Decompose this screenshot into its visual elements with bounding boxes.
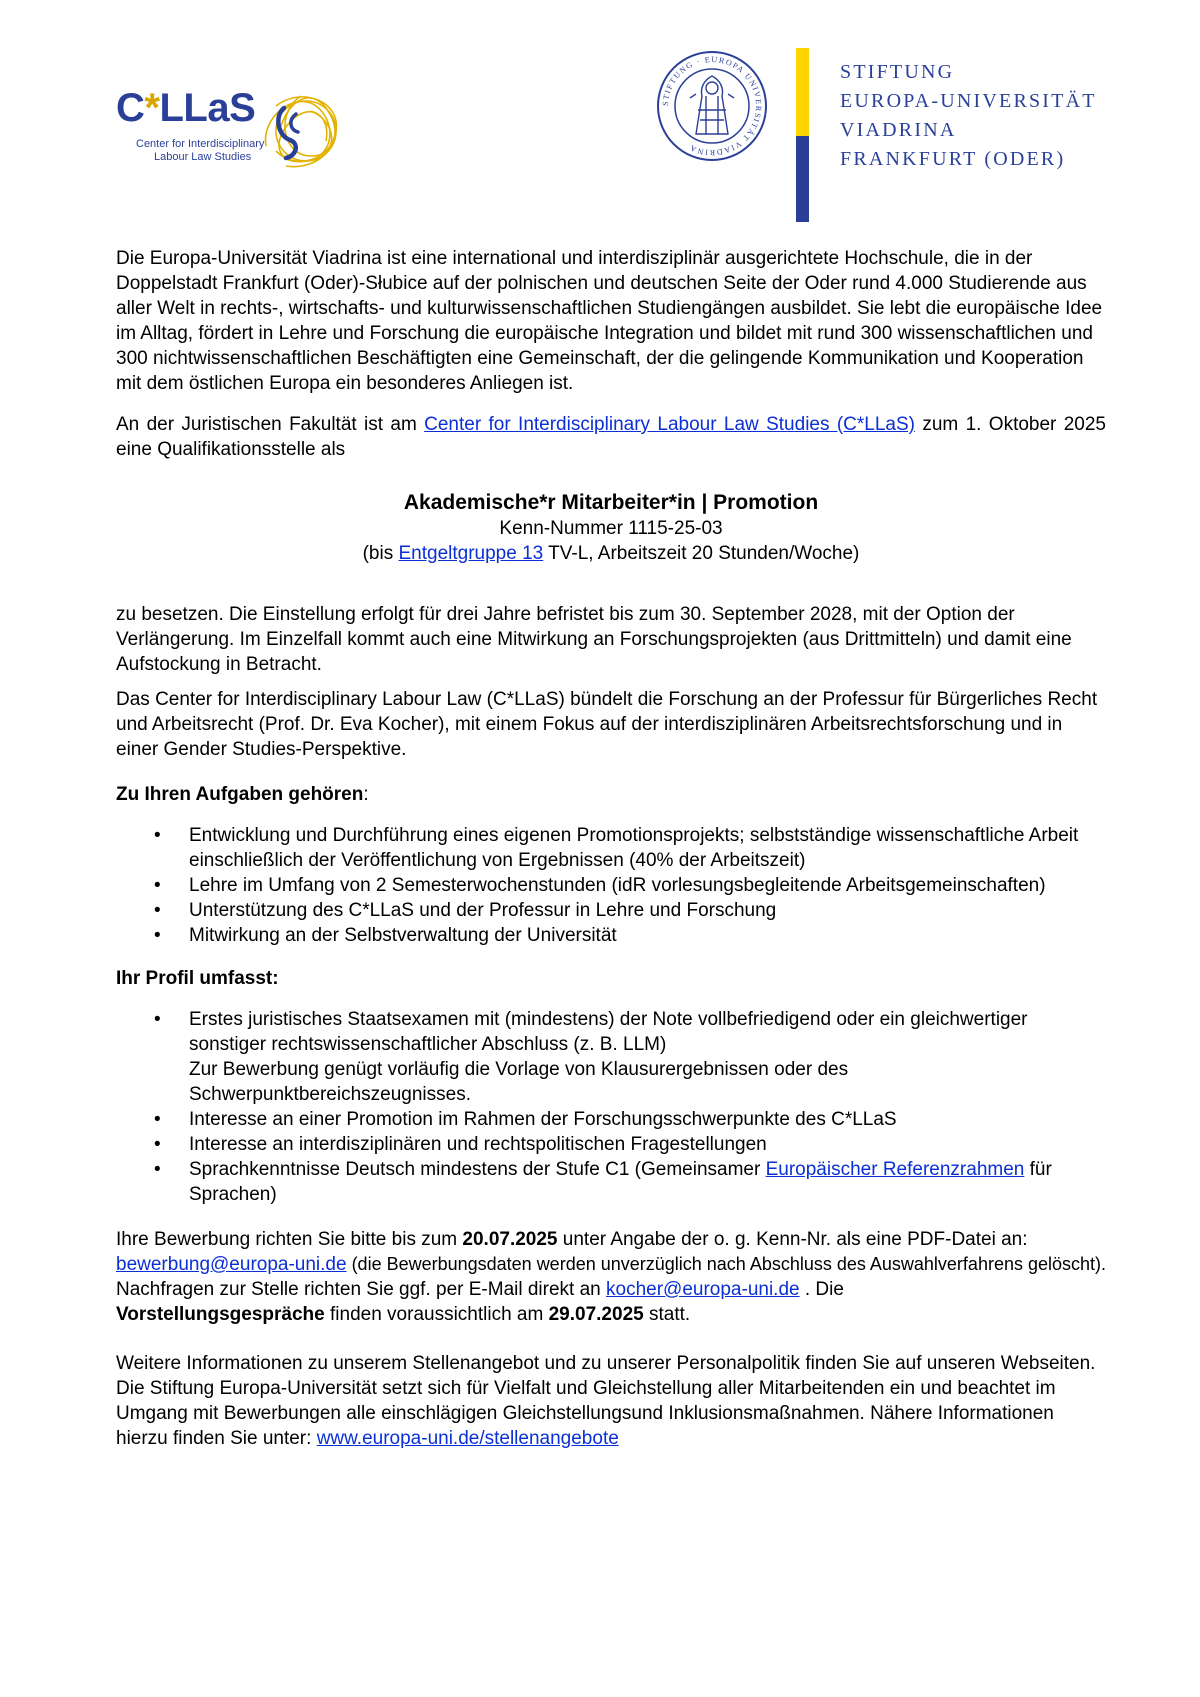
job-reference: Kenn-Nummer 1115-25-03	[499, 518, 723, 539]
cllas-logo-wordmark: C*LLaS	[116, 86, 256, 130]
cllas-link[interactable]: Center for Interdisciplinary Labour Law Studies (C*LLaS)	[424, 414, 915, 435]
bullet-icon: •	[154, 1009, 161, 1030]
university-name-line: STIFTUNG	[840, 61, 955, 83]
application-email-link[interactable]: bewerbung@europa-uni.de	[116, 1254, 347, 1275]
job-offers-link[interactable]: www.europa-uni.de/stellenangebote	[316, 1428, 619, 1449]
svg-text:STIFTUNG · EUROPA UNIVERSITÄT: STIFTUNG · EUROPA UNIVERSITÄT VIADRINA	[660, 54, 764, 158]
university-name-line: EUROPA-UNIVERSITÄT	[840, 90, 1097, 112]
terms-paragraph: zu besetzen. Die Einstellung erfolgt für drei Jahre befristet bis zum 30. September 2028, mit der Option der Verlängerung. Im Einzelfall kommt auch eine Mitwirkung an Forschungsprojekten (aus Drittmitteln) und damit eine Aufstockung in Betracht.	[116, 604, 1072, 675]
university-name-line: VIADRINA	[840, 119, 957, 141]
bullet-icon: •	[154, 925, 161, 946]
bullet-icon: •	[154, 825, 161, 846]
university-name-line: FRANKFURT (ODER)	[840, 148, 1066, 170]
reference-framework-link[interactable]: Europäischer Referenzrahmen	[765, 1159, 1025, 1180]
job-heading	[116, 490, 1106, 566]
interview-date: 29.07.2025	[548, 1304, 644, 1325]
list-item: • Mitwirkung an der Selbstverwaltung der Universität	[154, 925, 617, 946]
closing-paragraph: Weitere Informationen zu unserem Stellenangebot und zu unserer Personalpolitik finden Sie auf unseren Webseiten. Die Stiftung Europa-Universität setzt sich für Vielfalt und Gleichstellung aller Mitarbeitenden ein und beachtet im Umgang mit Bewerbungen alle einschlägigen Gleichstellungsund Inklusionsmaßnahmen. Nähere Informationen hierzu finden Sie unter: www.europa-uni.de/stellenangebote	[116, 1353, 1096, 1449]
center-paragraph: Das Center for Interdisciplinary Labour Law (C*LLaS) bündelt die Forschung an der Professur für Bürgerliches Recht und Arbeitsrecht (Prof. Dr. Eva Kocher), mit einem Fokus auf der interdisziplinären Arbeitsrechtsforschung und in einer Gender Studies-Perspektive.	[116, 689, 1098, 760]
deadline-date: 20.07.2025	[462, 1229, 558, 1250]
tasks-heading: Zu Ihren Aufgaben gehören:	[116, 784, 369, 805]
list-item: • Interesse an einer Promotion im Rahmen der Forschungsschwerpunkte des C*LLaS	[154, 1109, 897, 1130]
bullet-icon: •	[154, 1159, 161, 1180]
bullet-icon: •	[154, 1134, 161, 1155]
university-name	[840, 58, 1097, 174]
bullet-icon: •	[154, 1109, 161, 1130]
list-item: • Sprachkenntnisse Deutsch mindestens der Stufe C1 (Gemeinsamer Europäischer Referenzrahmen für Sprachen)	[154, 1159, 1052, 1205]
intro-paragraph: Die Europa-Universität Viadrina ist eine international und interdisziplinär ausgerichtete Hochschule, die in der Doppelstadt Frankfurt (Oder)-Słubice auf der polnischen und deutschen Seite der Oder rund 4.000 Studierende aus aller Welt in rechts-, wirtschafts- und kulturwissenschaftlichen Studiengängen ausbildet. Sie lebt die europäische Idee im Alltag, fördert in Lehre und Forschung die europäische Integration und bildet mit rund 300 wissenschaftlichen und 300 nichtwissenschaftlichen Beschäftigten eine Gemeinschaft, der die gelingende Kommunikation und Kooperation mit dem östlichen Europa ein besonderes Anliegen ist.	[116, 248, 1103, 394]
tasks-list	[116, 823, 1106, 948]
blue-accent-bar	[796, 136, 809, 222]
bullet-icon: •	[154, 900, 161, 921]
job-pay-info: (bis Entgeltgruppe 13 TV-L, Arbeitszeit 20 Stunden/Woche)	[362, 543, 860, 564]
list-item: • Erstes juristisches Staatsexamen mit (mindestens) der Note vollbefriedigend oder ein gleichwertiger sonstiger rechtswissenschaftlicher Abschluss (z. B. LLM) Zur Bewerbung genügt vorläufig die Vorlage von Klausurergebnissen oder des Schwerpunktbereichszeugnisses.	[154, 1009, 1028, 1105]
university-seal-icon	[656, 50, 768, 162]
list-item: • Entwicklung und Durchführung eines eigenen Promotionsprojekts; selbstständige wissenschaftliche Arbeit einschließlich der Veröffentlichung von Ergebnissen (40% der Arbeitszeit)	[154, 825, 1079, 871]
cllas-logo	[116, 86, 346, 174]
application-paragraph: Ihre Bewerbung richten Sie bitte bis zum 20.07.2025 unter Angabe der o. g. Kenn-Nr. als eine PDF-Datei an: bewerbung@europa-uni.de (die Bewerbungsdaten werden unverzüglich nach Abschluss des Auswahlverfahrens gelöscht). Nachfragen zur Stelle richten Sie ggf. per E-Mail direkt an kocher@europa-uni.de . Die Vorstellungsgespräche finden voraussichtlich am 29.07.2025 statt.	[116, 1229, 1107, 1325]
cllas-logo-subtitle: Center for Interdisciplinary Labour Law Studies	[136, 138, 265, 163]
list-item: • Unterstützung des C*LLaS und der Professur in Lehre und Forschung	[154, 900, 777, 921]
profile-list	[116, 1007, 1106, 1207]
list-item: • Interesse an interdisziplinären und rechtspolitischen Fragestellungen	[154, 1134, 767, 1155]
pay-grade-link[interactable]: Entgeltgruppe 13	[398, 543, 544, 564]
job-posting-body	[116, 246, 1106, 1451]
yellow-accent-bar	[796, 48, 809, 136]
list-item: • Lehre im Umfang von 2 Semesterwochenstunden (idR vorlesungsbegleitende Arbeitsgemeinschaften)	[154, 875, 1046, 896]
faculty-paragraph: An der Juristischen Fakultät ist am Center for Interdisciplinary Labour Law Studies (C*LLaS) zum 1. Oktober 2025 eine Qualifikationsstelle als	[116, 414, 1106, 460]
profile-heading: Ihr Profil umfasst:	[116, 968, 279, 989]
contact-email-link[interactable]: kocher@europa-uni.de	[606, 1279, 800, 1300]
bullet-icon: •	[154, 875, 161, 896]
cllas-swirl-icon	[256, 86, 348, 172]
job-title: Akademische*r Mitarbeiter*in | Promotion	[403, 491, 819, 514]
